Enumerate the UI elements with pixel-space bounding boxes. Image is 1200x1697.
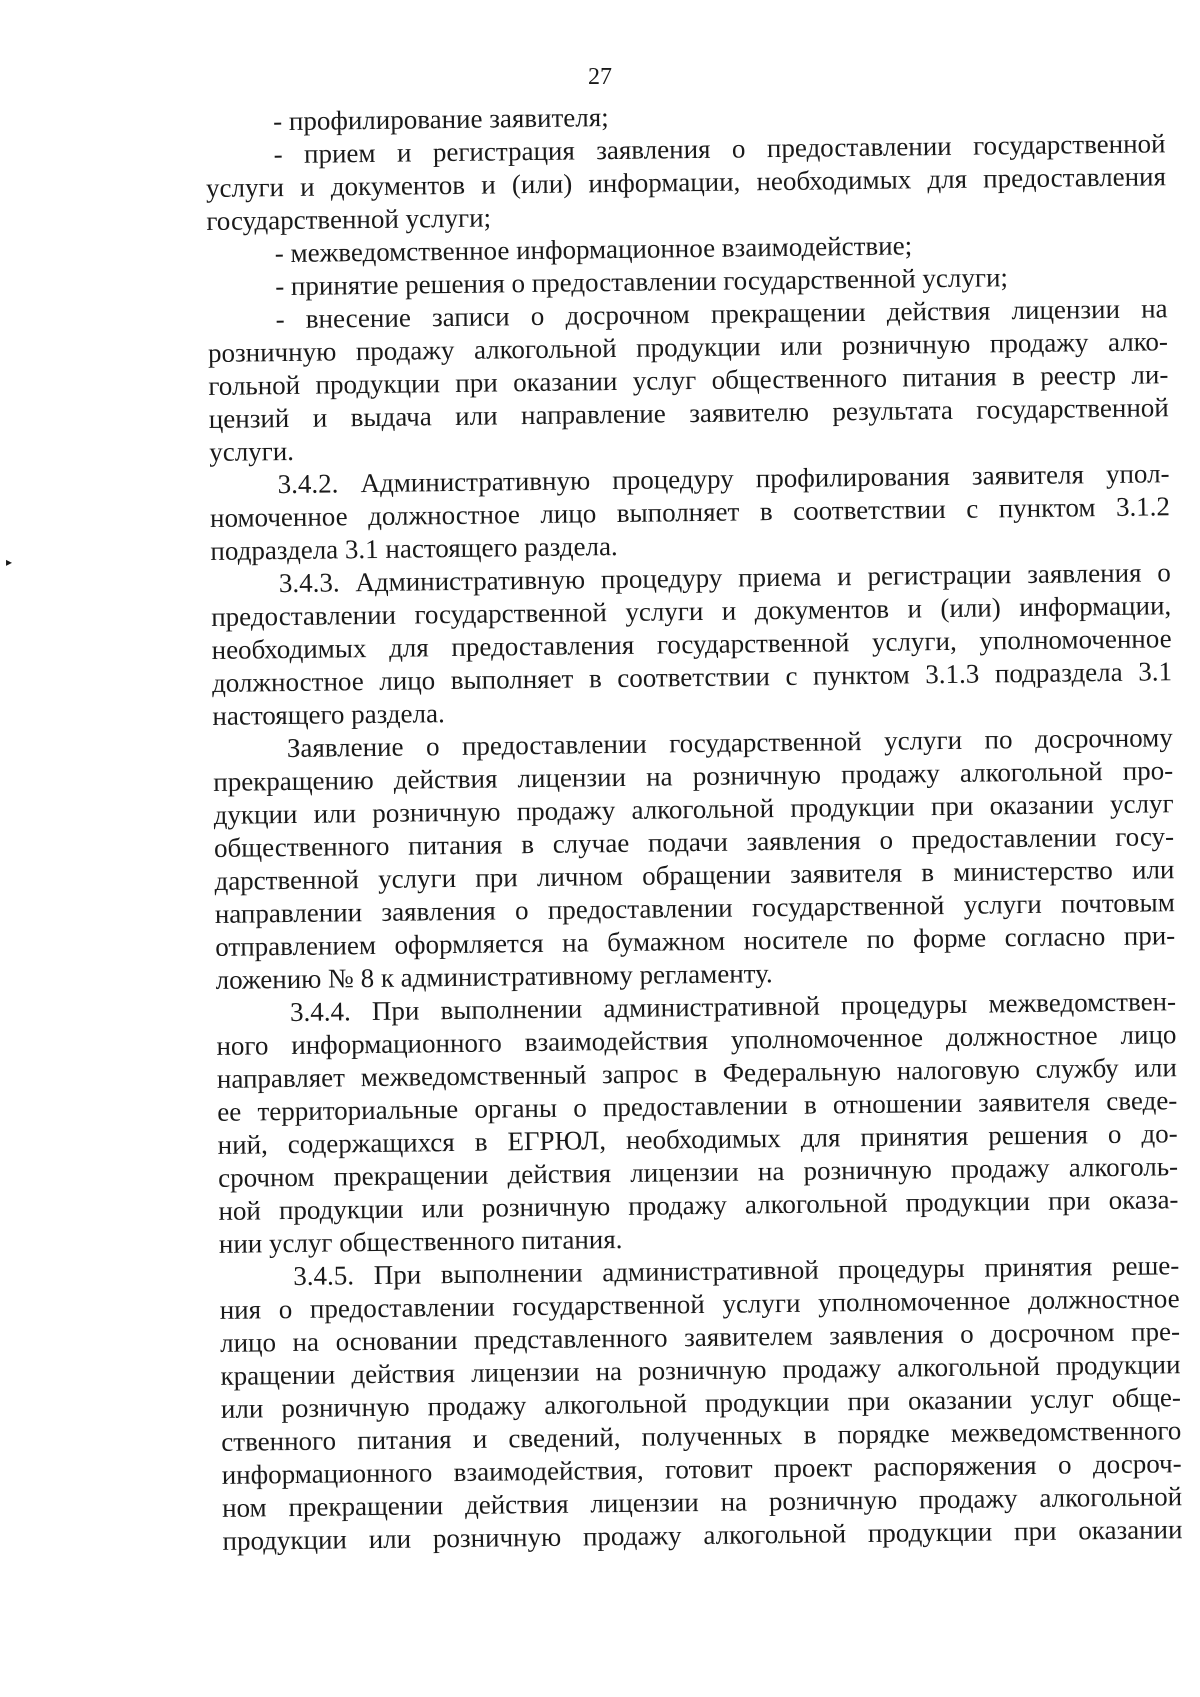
text-line: ственного питания и сведений, полученных в порядке межведомственного: [221, 1415, 1182, 1457]
text-line: ний, содержащихся в ЕГРЮЛ, необходимых для принятия решения о до-: [217, 1118, 1178, 1160]
text-line: - внесение записи о досрочном прекращении действия лицензии на: [275, 293, 1168, 335]
text-line: - профилирование заявителя;: [273, 102, 609, 137]
text-line: информационного взаимодействия, готовит проект распоряжения о досроч-: [221, 1448, 1182, 1490]
text-line: необходимых для предоставления государственной услуги, уполномоченное: [211, 623, 1172, 665]
text-line: ния о предоставлении государственной услуги уполномоченное должностное: [219, 1283, 1180, 1325]
text-line: общественного питания в случае подачи заявления о предоставлении госу-: [213, 821, 1175, 863]
text-line: - прием и регистрация заявления о предоставлении государственной: [273, 128, 1166, 170]
text-line: гольной продукции при оказании услуг общественного питания в реестр ли-: [208, 359, 1169, 401]
text-line: дарственной услуги при личном обращении заявителя в министерство или: [214, 854, 1175, 896]
text-line: направлении заявления о предоставлении государственной услуги почтовым: [214, 887, 1175, 929]
text-line: 3.4.2. Административную процедуру профилирования заявителя упол-: [277, 458, 1170, 500]
text-line: предоставлении государственной услуги и документов и (или) информации,: [211, 590, 1172, 632]
text-line: лицо на основании представленного заявителем заявления о досрочном пре-: [219, 1316, 1181, 1358]
text-line: ее территориальные органы о предоставлении в отношении заявителя сведе-: [217, 1085, 1178, 1127]
text-line: услуги.: [209, 435, 295, 467]
text-line: ного информационного взаимодействия уполномоченное должностное лицо: [216, 1019, 1177, 1061]
text-line: нии услуг общественного питания.: [218, 1223, 623, 1259]
text-line: ной продукции или розничную продажу алкогольной продукции при оказа-: [218, 1184, 1179, 1226]
text-line: настоящего раздела.: [212, 698, 445, 731]
text-line: дукции или розничную продажу алкогольной продукции при оказании услуг: [213, 788, 1174, 830]
text-line: кращении действия лицензии на розничную продажу алкогольной продукции: [220, 1349, 1181, 1391]
document-body: [205, 94, 1183, 1558]
text-line: - межведомственное информационное взаимодействие;: [274, 230, 913, 269]
text-line: направляет межведомственный запрос в Федеральную налоговую службу или: [216, 1052, 1177, 1094]
text-line: продукции или розничную продажу алкогольной продукции при оказании: [222, 1514, 1183, 1556]
text-line: 3.4.3. Административную процедуру приема и регистрации заявления о: [278, 557, 1171, 599]
text-line: подраздела 3.1 настоящего раздела.: [210, 530, 618, 566]
text-line: срочном прекращении действия лицензии на розничную продажу алкоголь-: [217, 1151, 1179, 1193]
text-line: прекращению действия лицензии на розничную продажу алкогольной про-: [213, 755, 1174, 797]
text-line: Заявление о предоставлении государственной услуги по досрочному: [286, 722, 1173, 764]
text-line: ложению № 8 к административному регламенту.: [215, 958, 773, 995]
text-line: должностное лицо выполняет в соответствии с пунктом 3.1.3 подраздела 3.1: [211, 656, 1173, 698]
text-line: ном прекращении действия лицензии на розничную продажу алкогольной: [221, 1481, 1183, 1523]
text-line: розничную продажу алкогольной продукции или розничную продажу алко-: [207, 326, 1169, 368]
page-number: 27: [588, 64, 612, 90]
text-line: 3.4.5. При выполнении административной процедуры принятия реше-: [293, 1250, 1180, 1292]
text-line: государственной услуги;: [206, 202, 492, 236]
text-line: номоченное должностное лицо выполняет в соответствии с пунктом 3.1.2: [209, 491, 1171, 533]
text-line: услуги и документов и (или) информации, необходимых для предоставления: [205, 161, 1167, 203]
text-line: - принятие решения о предоставлении государственной услуги;: [275, 262, 1009, 302]
text-line: или розничную продажу алкогольной продукции при оказании услуг обще-: [220, 1382, 1182, 1424]
text-line: 3.4.4. При выполнении административной процедуры межведомствен-: [289, 986, 1177, 1028]
margin-mark: ▸: [6, 555, 13, 569]
text-line: отправлением оформляется на бумажном носителе по форме согласно при-: [215, 920, 1176, 962]
text-line: цензий и выдача или направление заявителю результата государственной: [208, 392, 1169, 434]
